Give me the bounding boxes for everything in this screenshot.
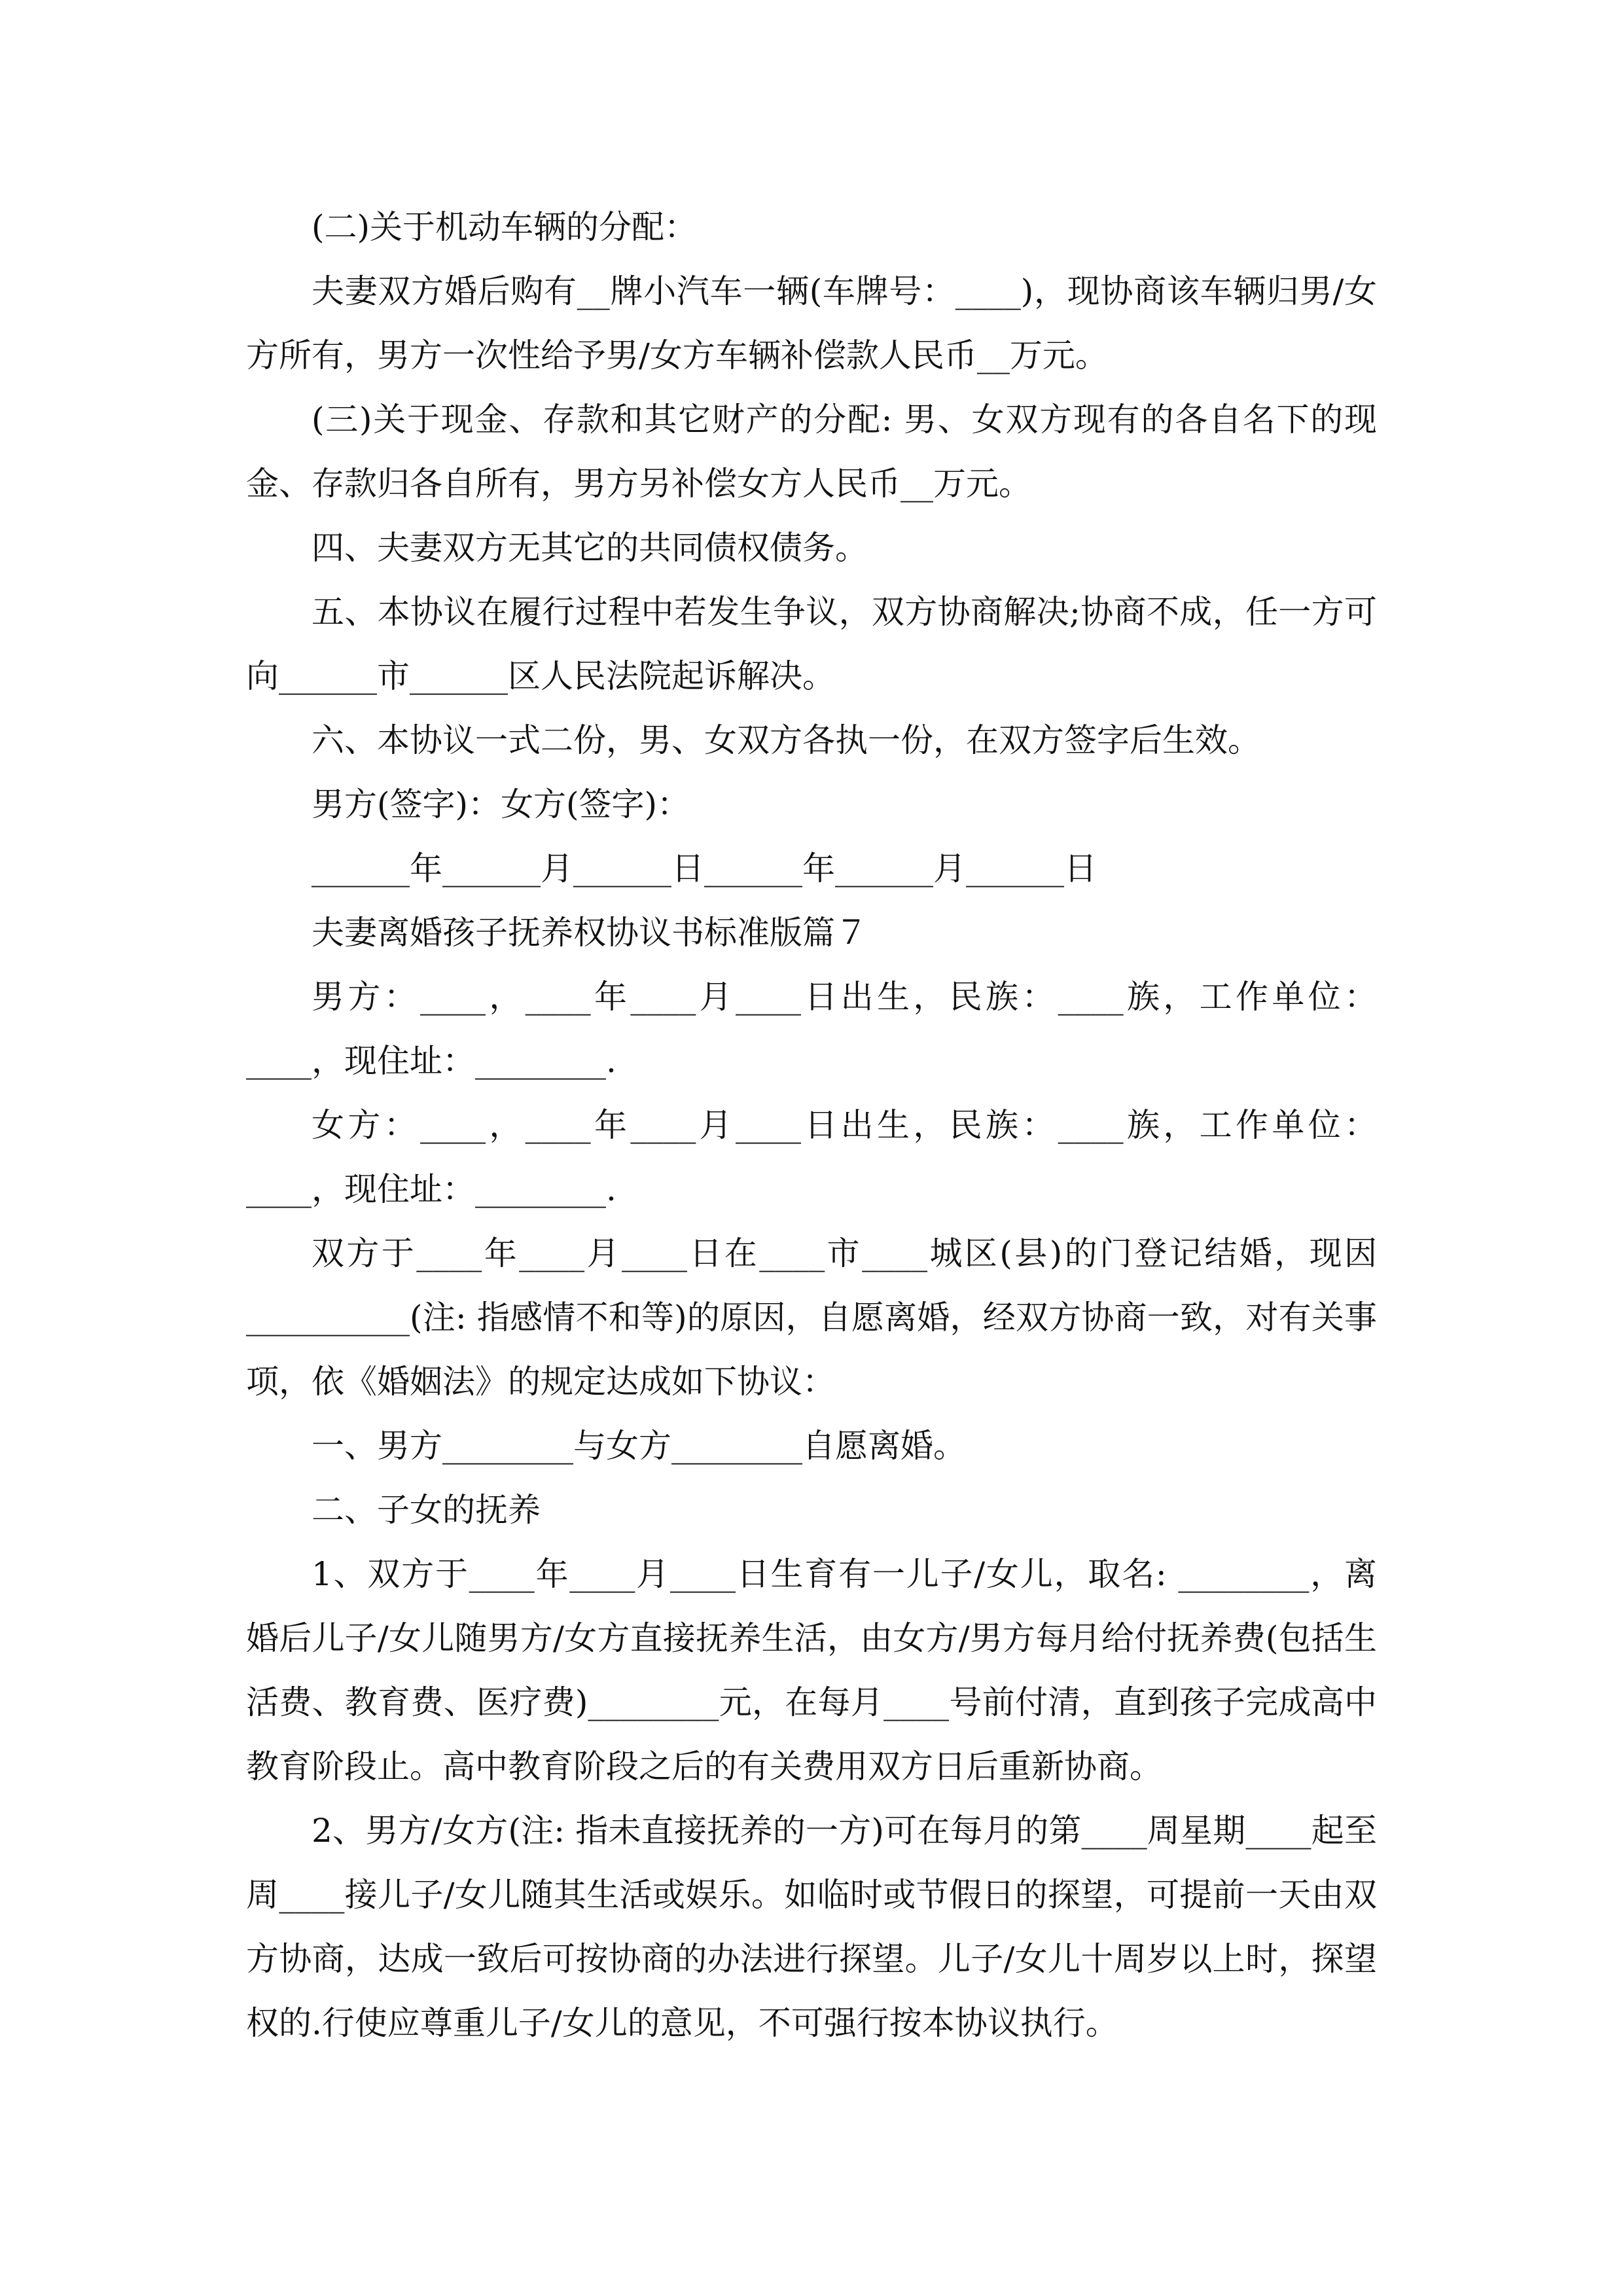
date-line: ______年______月______日______年______月______日 xyxy=(312,850,1097,888)
document-body xyxy=(246,195,1377,2055)
section-vehicle-heading: (二)关于机动车辆的分配： xyxy=(312,208,698,246)
agreement-title: 夫妻离婚孩子抚养权协议书标准版篇７ xyxy=(312,914,868,952)
marriage-registration-clause: 双方于____年____月____日在____市____城区(县)的门登记结婚，现因__________(注: 指感情不和等)的原因，自愿离婚，经双方协商一致，对有关事项，依《婚姻法》的规定达成如下协议： xyxy=(246,1234,1377,1401)
child-custody-heading: 二、子女的抚养 xyxy=(312,1491,541,1529)
child-support-clause: 1、双方于____年____月____日生育有一儿子/女儿，取名: ________，离婚后儿子/女儿随男方/女方直接抚养生活，由女方/男方每月给付抚养费(包括生活费、教育费、医疗费)________元，在每月____号前付清，直到孩子完成高中教育阶段止。高中教育阶段之后的有关费用双方日后重新协商。 xyxy=(246,1555,1377,1785)
debt-clause: 四、夫妻双方无其它的共同债权债务。 xyxy=(312,529,868,567)
copies-clause: 六、本协议一式二份，男、女双方各执一份，在双方签字后生效。 xyxy=(312,721,1260,759)
visitation-clause: 2、男方/女方(注: 指未直接抚养的一方)可在每月的第____周星期____起至周____接儿子/女儿随其生活或娱乐。如临时或节假日的探望，可提前一天由双方协商，达成一致后可按协商的办法进行探望。儿子/女儿十周岁以上时，探望权的.行使应尊重儿子/女儿的意见，不可强行按本协议执行。 xyxy=(246,1812,1377,2042)
cash-deposit-clause: (三)关于现金、存款和其它财产的分配: 男、女双方现有的各自名下的现金、存款归各自所有，男方另补偿女方人民币__万元。 xyxy=(246,401,1377,503)
signature-line: 男方(签字)：女方(签字)： xyxy=(312,785,690,823)
divorce-clause: 一、男方________与女方________自愿离婚。 xyxy=(312,1427,966,1465)
dispute-clause: 五、本协议在履行过程中若发生争议，双方协商解决;协商不成，任一方可向______市______区人民法院起诉解决。 xyxy=(246,593,1377,695)
wife-info: 女方：____，____年____月____日出生，民族：____族，工作单位：____，现住址：________. xyxy=(246,1106,1377,1208)
husband-info: 男方：____，____年____月____日出生，民族：____族，工作单位：____，现住址：________. xyxy=(246,978,1377,1080)
vehicle-clause: 夫妻双方婚后购有__牌小汽车一辆(车牌号：____)，现协商该车辆归男/女方所有，男方一次性给予男/女方车辆补偿款人民币__万元。 xyxy=(246,272,1377,374)
